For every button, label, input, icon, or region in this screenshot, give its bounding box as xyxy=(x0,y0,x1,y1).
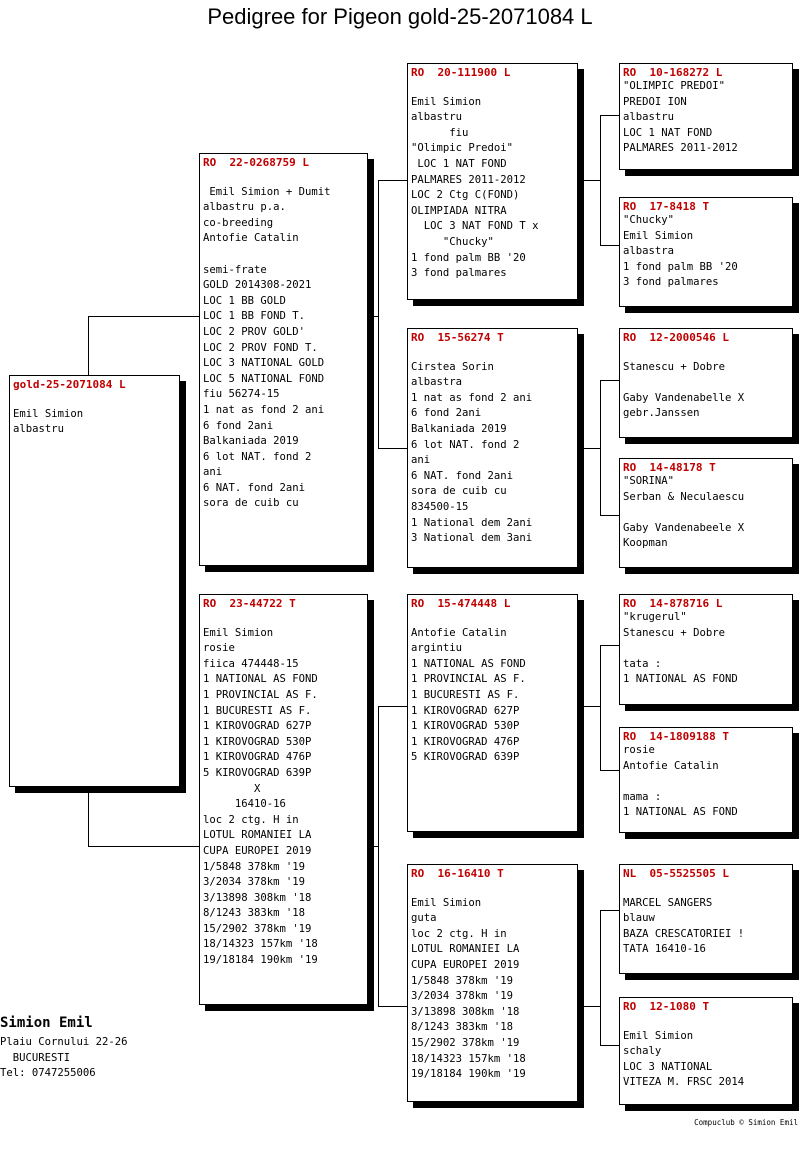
address-line: Tel: 0747255006 xyxy=(0,1067,96,1080)
connector-line xyxy=(378,706,407,707)
pigeon-card-dam-dam-dam[interactable] xyxy=(619,997,793,1105)
note-line: 3 National dem 3ani xyxy=(411,532,533,545)
note-line xyxy=(411,610,574,626)
note-line: mama : xyxy=(623,790,662,803)
pigeon-notes xyxy=(411,880,574,1083)
connector-line xyxy=(600,380,619,381)
note-line: Gaby Vandenabelle X xyxy=(623,391,745,404)
ring-number: RO 10-168272 L xyxy=(623,66,723,79)
connector-line xyxy=(578,1006,600,1007)
note-line: rosie xyxy=(623,744,655,756)
pigeon-card-sire-dam-dam[interactable] xyxy=(619,458,793,568)
note-line: LOC 1 NAT FOND xyxy=(623,126,713,139)
note-line: Emil Simion xyxy=(623,229,694,242)
page-title: Pedigree for Pigeon gold-25-2071084 L xyxy=(207,4,593,29)
note-line: 8/1243 383km '18 xyxy=(203,907,306,920)
note-line: VITEZA M. FRSC 2014 xyxy=(623,1076,745,1089)
note-line: 19/18184 190km '19 xyxy=(411,1068,526,1081)
connector-line xyxy=(600,515,619,516)
note-line: 1 NATIONAL AS FOND xyxy=(411,657,526,670)
note-line: fiu 56274-15 xyxy=(203,388,280,401)
pigeon-notes xyxy=(411,344,574,547)
note-line xyxy=(623,375,789,391)
pigeon-card-sire-dam-sire[interactable] xyxy=(619,328,793,438)
note-line: 1 nat as fond 2 ani xyxy=(411,391,533,404)
pigeon-notes xyxy=(203,169,364,512)
connector-line xyxy=(600,1045,619,1046)
connector-line xyxy=(368,846,378,847)
pigeon-notes xyxy=(203,610,364,969)
address-line: Plaiu Cornului 22-26 xyxy=(0,1036,128,1048)
note-line: guta xyxy=(411,912,437,925)
pigeon-card-sire-sire[interactable] xyxy=(407,63,578,300)
pigeon-card-dam-sire-dam[interactable] xyxy=(619,727,793,833)
connector-line xyxy=(378,706,379,1006)
note-line: Antofie Catalin xyxy=(623,759,719,772)
note-line: 1 KIROVOGRAD 627P xyxy=(411,704,520,717)
note-line: 6 lot NAT. fond 2 xyxy=(203,450,312,463)
note-line: fiica 474448-15 xyxy=(203,657,299,670)
note-line: 18/14323 157km '18 xyxy=(411,1052,526,1065)
pigeon-notes xyxy=(623,344,789,422)
note-line: 15/2902 378km '19 xyxy=(203,922,312,935)
note-line xyxy=(623,505,789,521)
ring-number: RO 17-8418 T xyxy=(623,200,710,213)
note-line xyxy=(203,610,364,626)
note-line: LOC 3 NATIONAL GOLD xyxy=(203,357,325,370)
note-line: PALMARES 2011-2012 xyxy=(411,173,526,186)
pigeon-card-dam-sire[interactable] xyxy=(407,594,578,832)
ring-number: NL 05-5525505 L xyxy=(623,867,729,880)
ring-number: gold-25-2071084 L xyxy=(13,378,126,391)
note-line: ani xyxy=(203,466,223,479)
note-line: LOC 2 PROV FOND T. xyxy=(203,341,318,354)
note-line: X xyxy=(203,782,261,795)
ring-number: RO 15-474448 L xyxy=(411,597,511,610)
note-line: 1/5848 378km '19 xyxy=(203,860,306,873)
credit-text: Compuclub © Simion Emil xyxy=(694,1118,798,1127)
connector-line xyxy=(378,448,407,449)
connector-line xyxy=(600,380,601,515)
note-line: albastra xyxy=(623,245,675,258)
note-line: Cirstea Sorin xyxy=(411,360,494,373)
pigeon-notes xyxy=(623,610,789,688)
note-line: albastru p.a. xyxy=(203,201,286,214)
note-line: "Chucky" xyxy=(623,214,675,226)
note-line xyxy=(203,169,364,185)
owner-address xyxy=(0,1035,128,1082)
note-line: LOC 2 PROV GOLD' xyxy=(203,325,306,338)
note-line: 3 fond palmares xyxy=(411,267,507,280)
note-line: 1 PROVINCIAL AS F. xyxy=(203,688,318,701)
connector-line xyxy=(578,448,600,449)
note-line: 3/2034 378km '19 xyxy=(203,876,306,889)
note-line: 3 fond palmares xyxy=(623,276,719,289)
pigeon-notes xyxy=(411,610,574,766)
ring-number: RO 20-111900 L xyxy=(411,66,511,79)
note-line: Antofie Catalin xyxy=(203,232,299,245)
note-line: albastru xyxy=(13,423,65,436)
note-line: loc 2 ctg. H in xyxy=(411,927,507,940)
connector-line xyxy=(600,645,601,770)
note-line xyxy=(623,880,789,896)
note-line xyxy=(411,79,574,95)
note-line xyxy=(203,247,364,263)
ring-number: RO 12-2000546 L xyxy=(623,331,729,344)
note-line: 6 fond 2ani xyxy=(411,407,482,420)
note-line: argintiu xyxy=(411,642,463,655)
note-line: 1 fond palm BB '20 xyxy=(411,251,526,264)
note-line: "OLIMPIC PREDOI" xyxy=(623,80,726,92)
note-line: Emil Simion + Dumit xyxy=(203,185,331,198)
note-line: Stanescu + Dobre xyxy=(623,626,726,639)
pigeon-card-sire-sire-sire[interactable] xyxy=(619,63,793,170)
pigeon-card-sire-dam[interactable] xyxy=(407,328,578,568)
note-line: 1 KIROVOGRAD 476P xyxy=(203,751,312,764)
note-line: 1 KIROVOGRAD 530P xyxy=(411,720,520,733)
note-line: loc 2 ctg. H in xyxy=(203,813,299,826)
connector-line xyxy=(88,846,199,847)
owner-name: Simion Emil xyxy=(0,1015,93,1031)
note-line: 5 KIROVOGRAD 639P xyxy=(411,751,520,764)
connector-line xyxy=(600,910,601,1045)
note-line: albastru xyxy=(623,111,675,124)
note-line: semi-frate xyxy=(203,263,267,276)
note-line xyxy=(411,880,574,896)
note-line: LOC 1 BB GOLD xyxy=(203,294,286,307)
note-line: co-breeding xyxy=(203,216,274,229)
note-line: 19/18184 190km '19 xyxy=(203,954,318,967)
ring-number: RO 14-1809188 T xyxy=(623,730,729,743)
pigeon-card-sire[interactable] xyxy=(199,153,368,566)
note-line: Gaby Vandenabeele X xyxy=(623,521,745,534)
note-line: 1 nat as fond 2 ani xyxy=(203,403,325,416)
connector-line xyxy=(600,645,619,646)
note-line: "SORINA" xyxy=(623,475,675,487)
pigeon-notes xyxy=(623,880,789,958)
note-line: 1 BUCURESTI AS F. xyxy=(203,704,312,717)
note-line: Balkaniada 2019 xyxy=(203,435,299,448)
note-line: sora de cuib cu xyxy=(411,485,507,498)
note-line: 1 National dem 2ani xyxy=(411,516,533,529)
note-line: 1 BUCURESTI AS F. xyxy=(411,688,520,701)
ring-number: RO 12-1080 T xyxy=(623,1000,710,1013)
connector-line xyxy=(378,1006,407,1007)
note-line: Emil Simion xyxy=(411,95,482,108)
note-line: LOC 2 Ctg C(FOND) xyxy=(411,189,520,202)
note-line: LOC 3 NATIONAL xyxy=(623,1060,713,1073)
pigeon-card-dam-sire-sire[interactable] xyxy=(619,594,793,705)
pigeon-notes xyxy=(623,743,789,821)
owner-block xyxy=(0,1015,128,1082)
note-line: LOC 5 NATIONAL FOND xyxy=(203,372,325,385)
note-line: Balkaniada 2019 xyxy=(411,422,507,435)
note-line: 1 NATIONAL AS FOND xyxy=(623,806,738,819)
note-line: TATA 16410-16 xyxy=(623,943,706,956)
note-line: gebr.Janssen xyxy=(623,407,700,420)
pigeon-card-main[interactable] xyxy=(9,375,180,787)
note-line: 6 fond 2ani xyxy=(203,419,274,432)
note-line: 1 fond palm BB '20 xyxy=(623,260,738,273)
note-line: 1 PROVINCIAL AS F. xyxy=(411,673,526,686)
note-line: 1 KIROVOGRAD 476P xyxy=(411,735,520,748)
connector-line xyxy=(600,245,619,246)
note-line: 1/5848 378km '19 xyxy=(411,974,514,987)
note-line: albastra xyxy=(411,376,463,389)
ring-number: RO 16-16410 T xyxy=(411,867,504,880)
note-line: rosie xyxy=(203,642,235,655)
note-line: Serban & Neculaescu xyxy=(623,490,745,503)
connector-line xyxy=(378,180,407,181)
note-line: BAZA CRESCATORIEI ! xyxy=(623,927,745,940)
note-line: albastru xyxy=(411,111,463,124)
note-line: ani xyxy=(411,454,431,467)
connector-line xyxy=(600,910,619,911)
connector-line xyxy=(600,115,619,116)
pigeon-card-dam-dam[interactable] xyxy=(407,864,578,1102)
pigeon-notes xyxy=(623,1013,789,1091)
pigeon-card-dam[interactable] xyxy=(199,594,368,1005)
note-line: "Olimpic Predoi" xyxy=(411,142,514,155)
pigeon-notes xyxy=(623,474,789,552)
note-line: CUPA EUROPEI 2019 xyxy=(203,844,312,857)
note-line: 3/2034 378km '19 xyxy=(411,990,514,1003)
note-line: blauw xyxy=(623,912,655,925)
ring-number: RO 23-44722 T xyxy=(203,597,296,610)
note-line: Emil Simion xyxy=(411,896,482,909)
connector-line xyxy=(600,770,619,771)
note-line: "Chucky" xyxy=(411,235,494,248)
note-line: 6 NAT. fond 2ani xyxy=(411,469,514,482)
ring-number: RO 14-48178 T xyxy=(623,461,716,474)
pigeon-notes xyxy=(13,391,176,438)
note-line: 1 KIROVOGRAD 530P xyxy=(203,735,312,748)
note-line xyxy=(411,344,574,360)
note-line: Koopman xyxy=(623,537,668,550)
ring-number: RO 14-878716 L xyxy=(623,597,723,610)
note-line xyxy=(13,391,176,407)
ring-number: RO 22-0268759 L xyxy=(203,156,309,169)
pigeon-notes xyxy=(623,79,789,157)
pigeon-notes xyxy=(623,213,789,291)
pigeon-card-sire-sire-dam[interactable] xyxy=(619,197,793,307)
connector-line xyxy=(88,316,199,317)
note-line: 6 lot NAT. fond 2 xyxy=(411,438,520,451)
note-line xyxy=(623,344,789,360)
note-line: LOC 1 BB FOND T. xyxy=(203,310,306,323)
note-line: fiu xyxy=(411,126,469,139)
note-line: 18/14323 157km '18 xyxy=(203,938,318,951)
note-line xyxy=(623,774,789,790)
note-line: 8/1243 383km '18 xyxy=(411,1021,514,1034)
connector-line xyxy=(378,180,379,448)
note-line: CUPA EUROPEI 2019 xyxy=(411,958,520,971)
note-line: 15/2902 378km '19 xyxy=(411,1036,520,1049)
note-line: schaly xyxy=(623,1045,662,1058)
note-line: 6 NAT. fond 2ani xyxy=(203,481,306,494)
note-line: GOLD 2014308-2021 xyxy=(203,279,312,292)
note-line: 3/13898 308km '18 xyxy=(411,1005,520,1018)
note-line: 3/13898 308km '18 xyxy=(203,891,312,904)
pigeon-notes xyxy=(411,79,574,282)
connector-line xyxy=(578,180,600,181)
note-line: 5 KIROVOGRAD 639P xyxy=(203,766,312,779)
note-line: Emil Simion xyxy=(13,407,84,420)
note-line: LOTUL ROMANIEI LA xyxy=(203,829,312,842)
note-line: 834500-15 xyxy=(411,500,469,513)
note-line: 16410-16 xyxy=(203,798,286,811)
note-line: PREDOI ION xyxy=(623,95,687,108)
note-line: Emil Simion xyxy=(623,1029,694,1042)
note-line: Emil Simion xyxy=(203,626,274,639)
note-line: LOC 1 NAT FOND xyxy=(411,157,507,170)
connector-line xyxy=(368,316,378,317)
note-line: 1 NATIONAL AS FOND xyxy=(203,673,318,686)
note-line: "krugerul" xyxy=(623,611,687,623)
note-line: Antofie Catalin xyxy=(411,626,507,639)
note-line: 1 NATIONAL AS FOND xyxy=(623,673,738,686)
note-line: sora de cuib cu xyxy=(203,497,299,510)
note-line: OLIMPIADA NITRA xyxy=(411,204,507,217)
connector-line xyxy=(600,115,601,245)
note-line xyxy=(623,641,789,657)
note-line: Stanescu + Dobre xyxy=(623,360,726,373)
note-line: tata : xyxy=(623,657,662,670)
note-line: 1 KIROVOGRAD 627P xyxy=(203,720,312,733)
ring-number: RO 15-56274 T xyxy=(411,331,504,344)
address-line: BUCURESTI xyxy=(0,1051,71,1064)
note-line: LOTUL ROMANIEI LA xyxy=(411,943,520,956)
note-line: LOC 3 NAT FOND T x xyxy=(411,220,539,233)
note-line: PALMARES 2011-2012 xyxy=(623,142,738,155)
connector-line xyxy=(578,706,600,707)
note-line: MARCEL SANGERS xyxy=(623,896,713,909)
note-line xyxy=(623,1013,789,1029)
pigeon-card-dam-dam-sire[interactable] xyxy=(619,864,793,974)
